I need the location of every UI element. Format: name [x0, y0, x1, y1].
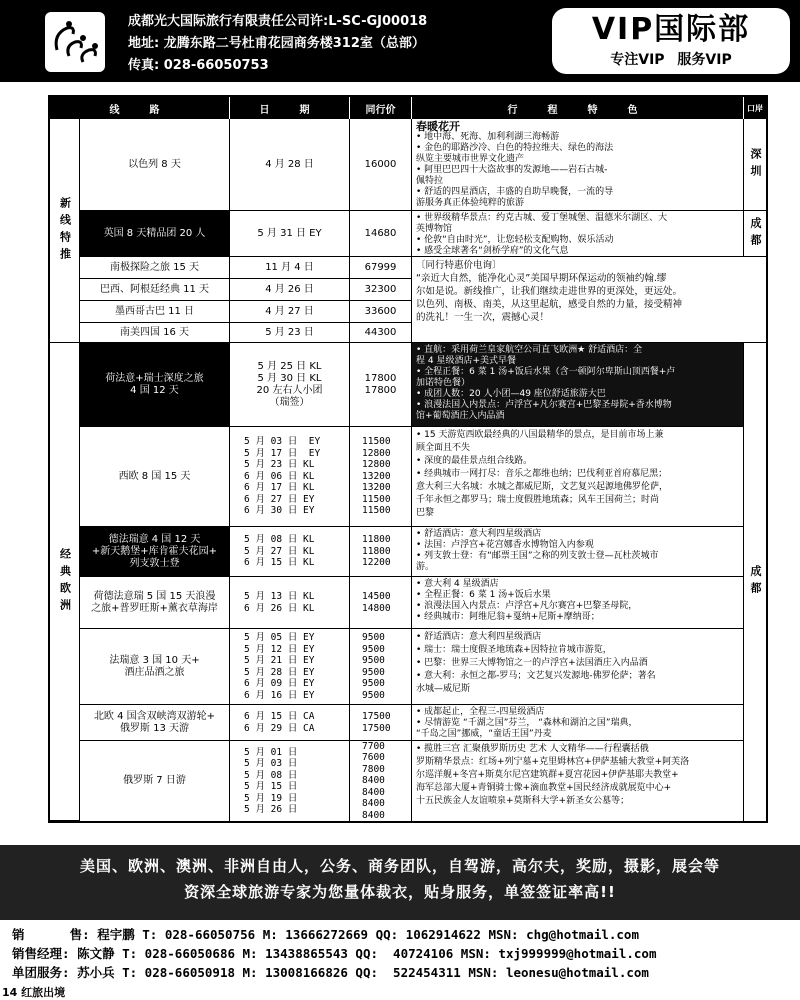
date-5-nations: 5 月 13 日 KL 6 月 26 日 KL [230, 577, 350, 629]
contact-sales-manager [12, 946, 656, 962]
feature-line: • 瑞士：瑞士度假圣地琉森+因特拉肯城市游览， [416, 645, 612, 655]
contact-name: 苏小兵 [77, 965, 115, 980]
contact-role: 销售经理: [12, 946, 70, 961]
section-new-lines: 新线特推 [50, 119, 80, 343]
feature-line: 海军总部大厦+青铜骑士像+滴血教堂+国民经济成就展览中心+ [416, 783, 672, 793]
feature-line: 顾全面且不失 [416, 443, 471, 453]
col-header-route: 线 路 [50, 97, 230, 119]
date-western-europe: 5 月 03 日 EY 5 月 17 日 EY 5 月 23 日 KL 6 月 06 日 KL 6 月 17 日 KL 6 月 27 日 EY 6 月 30 日 EY [230, 427, 350, 527]
feature-line: • 15 天游览西欧最经典的八国最精华的景点，是目前市场上兼 [416, 430, 664, 440]
route-nl-fr-it-ch: 荷法意+瑞士深度之旅 4 国 12 天 [80, 343, 230, 427]
contact-tel: T: 028-66050918 [122, 965, 235, 980]
contact-mobile: M: 13438865543 [242, 946, 348, 961]
price-russia: 7700 7600 7800 8400 8400 8400 8400 [350, 741, 412, 821]
company-address: 地址: 龙腾东路二号杜甫花园商务楼312室（总部） [128, 36, 425, 51]
route-israel: 以色列 8 天 [80, 119, 230, 211]
date-brazil-argentina: 4 月 26 日 [230, 279, 350, 301]
feature-line: 以色列、南极、南美，从这里起航，感受自然的力量，接受精神 [416, 299, 683, 310]
service-banner [0, 845, 800, 920]
feature-line: • 尽情游览 “千湖之国”芬兰， “森林和湖泊之国”瑞典， [416, 718, 638, 728]
features-de-fr-ch-it [412, 527, 744, 577]
feature-line: • 浪漫法国入内景点：卢浮宫+凡尔赛宫+巴黎圣母院， [416, 601, 638, 611]
col-header-port: 口岸 [744, 97, 766, 119]
contact-msn: MSN: txj999999@hotmail.com [460, 946, 657, 961]
contact-msn: MSN: leonesu@hotmail.com [468, 965, 649, 980]
route-south-america: 南美四国 16 天 [80, 323, 230, 343]
feature-line: 春暖花开 [416, 120, 460, 133]
route-5-nations: 荷德法意瑞 5 国 15 天浪漫 之旅+普罗旺斯+薰衣草海岸 [80, 577, 230, 629]
feature-line: 的洗礼！一生一次，震撼心灵！ [416, 312, 550, 323]
col-header-date: 日 期 [230, 97, 350, 119]
date-nl-fr-it-ch: 5 月 25 日 KL 5 月 30 日 KL 20 左右人小团 （瑞签） [230, 343, 350, 427]
feature-line: 〔同行特惠价电询〕 [416, 260, 502, 271]
features-russia [412, 741, 744, 821]
feature-line: 纵览主要城市世界文化遗产 [416, 154, 525, 164]
date-russia: 5 月 01 日 5 月 03 日 5 月 08 日 5 月 15 日 5 月 19 日 5 月 26 日 [230, 741, 350, 821]
contact-msn: MSN: chg@hotmail.com [488, 927, 639, 942]
price-nordic-russia: 17500 17500 [350, 705, 412, 741]
contact-name: 程宇鹏 [97, 927, 135, 942]
price-fr-ch-it-wine: 9500 9500 9500 9500 9500 9500 [350, 629, 412, 705]
port-chengdu: 成都 [744, 211, 766, 257]
feature-line: • 意大利 4 星级酒店 [416, 579, 499, 589]
date-israel: 4 月 28 日 [230, 119, 350, 211]
price-nl-fr-it-ch: 17800 17800 [350, 343, 412, 427]
route-nordic-russia: 北欧 4 国含双峡湾双游轮+ 俄罗斯 13 天游 [80, 705, 230, 741]
feature-line: • 列支敦士登：有“邮票王国”之称的列支敦士登—瓦杜茨城市 [416, 551, 659, 561]
feature-line: • 全程正餐：6 菜 1 汤+饭后水果 [416, 590, 551, 600]
header [0, 0, 800, 82]
price-south-america: 44300 [350, 323, 412, 343]
feature-line: • 巴黎：世界三大博物馆之一的卢浮宫+法国酒庄入内品酒 [416, 658, 648, 668]
banner-slogan: 资深全球旅游专家为您量体裁衣，贴身服务，单签签证率高!! [184, 883, 616, 901]
feature-line: • 舒适酒店：意大利四星级酒店 [416, 529, 542, 539]
price-israel: 16000 [350, 119, 412, 211]
feature-line: • 成都起止，全程三-四星级酒店 [416, 707, 545, 717]
route-uk: 英国 8 天精品团 20 人 [80, 211, 230, 257]
route-russia: 俄罗斯 7 日游 [80, 741, 230, 821]
price-antarctica: 67999 [350, 257, 412, 279]
date-south-america: 5 月 23 日 [230, 323, 350, 343]
feature-line: “亲近大自然，能净化心灵”美国早期环保运动的领袖约翰.缪 [416, 273, 667, 284]
feature-line: 十五民族金人友谊喷泉+莫斯科大学+新圣女公墓等； [416, 796, 630, 806]
price-mexico-cuba: 33600 [350, 301, 412, 323]
features-uk [412, 211, 744, 257]
date-de-fr-ch-it: 5 月 08 日 KL 5 月 27 日 KL 6 月 15 日 KL [230, 527, 350, 577]
date-antarctica: 11 月 4 日 [230, 257, 350, 279]
feature-line: 千年永恒之都罗马；瑞士度假胜地琉森；风车王国荷兰；时尚 [416, 495, 660, 505]
company-logo [45, 12, 105, 72]
feature-line: • 浪漫法国入内景点：卢浮宫+凡尔赛宫+巴黎圣母院+香水博物 [416, 400, 672, 410]
feature-line: • 世界级精华景点：约克古城、爱丁堡城堡、温德米尔湖区、大 [416, 213, 668, 223]
feature-line: • 揽胜三宫 汇聚俄罗斯历史 艺术 人文精华——行程囊括俄 [416, 744, 649, 754]
feature-line: • 深度的最佳景点组合线路。 [416, 456, 533, 466]
feature-line: • 舒适的四星酒店，丰盛的自助早晚餐，一流的导 [416, 187, 614, 197]
price-5-nations: 14500 14800 [350, 577, 412, 629]
contact-mobile: M: 13008166826 [242, 965, 348, 980]
port-shenzhen: 深圳 [744, 119, 766, 211]
col-header-features: 行 程 特 色 [412, 97, 744, 119]
features-5-nations [412, 577, 744, 629]
contact-role: 单团服务: [12, 965, 70, 980]
contact-qq: QQ: 40724106 [355, 946, 454, 961]
itinerary-table [48, 95, 768, 823]
section-classic-europe: 经典欧洲 [50, 343, 80, 821]
feature-line: 尔巡洋舰+冬宫+斯莫尔尼宫建筑群+夏宫花园+伊萨基耶夫教堂+ [416, 770, 679, 780]
feature-line: • 金色的耶路沙冷、白色的特拉维夫、绿色的海法 [416, 143, 614, 153]
vip-badge [552, 8, 790, 74]
route-mexico-cuba: 墨西哥古巴 11 日 [80, 301, 230, 323]
banner-services: 美国、欧洲、澳洲、非洲自由人，公务、商务团队，自驾游，高尔夫，奖励，摄影，展会等 [79, 857, 720, 875]
contact-qq: QQ: 522454311 [355, 965, 461, 980]
feature-line: 佩特拉 [416, 176, 444, 186]
contact-group-service [12, 965, 649, 981]
feature-line: • 全程正餐：6 菜 1 汤+饭后水果（含一顿阿尔卑斯山顶西餐+卢 [416, 367, 676, 377]
feature-line: • 感受全球著名“剑桥学府”的文化气息 [416, 246, 569, 256]
route-fr-ch-it-wine: 法瑞意 3 国 10 天+ 酒庄品酒之旅 [80, 629, 230, 705]
contact-sales [12, 927, 639, 943]
feature-line: • 阿里巴巴四十大盗故事的发源地——岩石古城- [416, 165, 608, 175]
contact-qq: QQ: 1062914622 [375, 927, 481, 942]
feature-line: 英博物馆 [416, 224, 453, 234]
contact-tel: T: 028-66050756 [142, 927, 256, 942]
port-chengdu-europe: 成都 [749, 565, 762, 599]
feature-line: 程 4 星级酒店+美式早餐 [416, 356, 516, 366]
features-fr-ch-it-wine [412, 629, 744, 705]
feature-line: • 地中海、死海、加利利湖三海畅游 [416, 132, 560, 142]
page-footer: 14 红旅出境 [2, 986, 66, 999]
feature-line: 意大利三大名城：水城之都威尼斯，文艺复兴起源地佛罗伦萨， [416, 482, 669, 492]
feature-line: 巴黎 [416, 508, 435, 518]
features-south-america [412, 257, 766, 343]
feature-line: • 直航：采用荷兰皇家航空公司直飞欧洲★ 舒适酒店：全 [416, 345, 643, 355]
features-nl-fr-it-ch [412, 343, 744, 427]
feature-line: • 成团人数：20 人小团—49 座位舒适旅游大巴 [416, 389, 606, 399]
price-western-europe: 11500 12800 12800 13200 13200 11500 11500 [350, 427, 412, 527]
price-de-fr-ch-it: 11800 11800 12200 [350, 527, 412, 577]
contact-tel: T: 028-66050686 [122, 946, 235, 961]
feature-line: 馆+葡萄酒庄入内品酒 [416, 411, 505, 421]
col-header-price: 同行价 [350, 97, 412, 119]
feature-line: “千岛之国”挪威，“童话王国”丹麦 [416, 729, 552, 739]
vip-title: VIP国际部 [591, 12, 751, 47]
feature-line: 游服务真正体验纯粹的旅游 [416, 198, 525, 208]
price-brazil-argentina: 32300 [350, 279, 412, 301]
feature-line: • 经典城市一网打尽：音乐之都维也纳；巴伐利亚首府慕尼黑； [416, 469, 668, 479]
feature-line: 游。 [416, 562, 435, 572]
contact-name: 陈文静 [77, 946, 115, 961]
feature-line: • 舒适酒店：意大利四星级酒店 [416, 632, 542, 642]
feature-line: 水城—威尼斯 [416, 684, 471, 694]
vip-slogan: 专注VIP 服务VIP [610, 52, 732, 68]
date-mexico-cuba: 4 月 27 日 [230, 301, 350, 323]
feature-line: • 经典城市：阿维尼翁+戛纳+尼斯+摩纳哥； [416, 612, 600, 622]
feature-line: • 伦敦“自由时光”，让您轻松支配购物、娱乐活动 [416, 235, 614, 245]
company-fax: 传真: 028-66050753 [128, 58, 269, 73]
features-nordic-russia [412, 705, 744, 741]
route-antarctica: 南极探险之旅 15 天 [80, 257, 230, 279]
features-israel [412, 119, 744, 211]
contact-role: 销 售: [12, 927, 90, 942]
date-fr-ch-it-wine: 5 月 05 日 EY 5 月 12 日 EY 5 月 21 日 EY 5 月 28 日 EY 6 月 09 日 EY 6 月 16 日 EY [230, 629, 350, 705]
feature-line: • 意大利：永恒之都-罗马；文艺复兴发源地-佛罗伦萨；著名 [416, 671, 656, 681]
date-uk: 5 月 31 日 EY [230, 211, 350, 257]
route-western-europe: 西欧 8 国 15 天 [80, 427, 230, 527]
features-western-europe [412, 427, 744, 527]
feature-line: • 法国：卢浮宫+花宫娜香水博物馆入内参观 [416, 540, 594, 550]
date-nordic-russia: 6 月 15 日 CA 6 月 29 日 CA [230, 705, 350, 741]
company-name: 成都光大国际旅行有限责任公司许:L-SC-GJ00018 [128, 14, 428, 29]
price-uk: 14680 [350, 211, 412, 257]
feature-line: 尔如是说。新线推广，让我们继续走进世界的更深处，更远处。 [416, 286, 683, 297]
feature-line: 加诺特色餐） [416, 378, 471, 388]
route-brazil-argentina: 巴西、阿根廷经典 11 天 [80, 279, 230, 301]
feature-line: 罗斯精华景点：红场+列宁墓+克里姆林宫+伊萨基辅大教堂+阿芙洛 [416, 757, 690, 767]
contact-mobile: M: 13666272669 [262, 927, 369, 942]
route-de-fr-ch-it: 德法瑞意 4 国 12 天 +新天鹅堡+库肯霍夫花园+ 列支敦士登 [80, 527, 230, 577]
